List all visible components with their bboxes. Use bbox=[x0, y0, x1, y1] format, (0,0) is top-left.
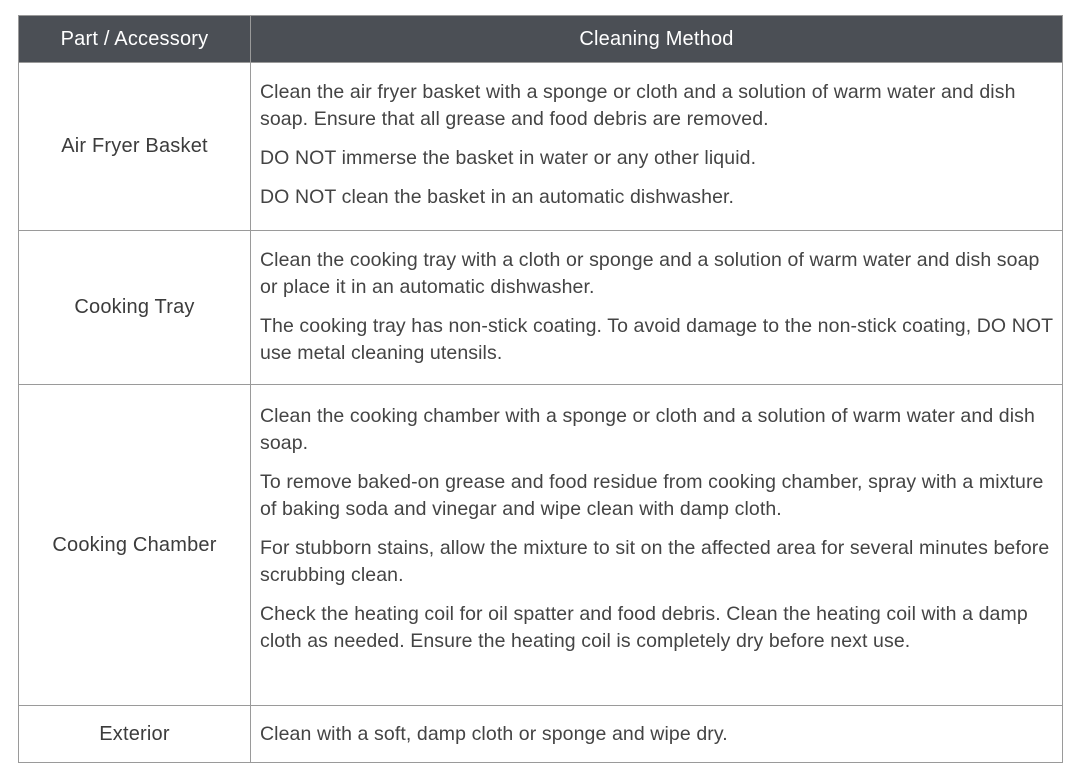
header-part-accessory: Part / Accessory bbox=[19, 16, 251, 63]
method-cell bbox=[251, 706, 1063, 763]
part-cell: Cooking Chamber bbox=[19, 385, 251, 706]
method-paragraph: DO NOT clean the basket in an automatic dishwasher. bbox=[260, 186, 735, 208]
method-paragraph: For stubborn stains, allow the mixture to sit on the affected area for several minutes before scrubbing clean. bbox=[260, 537, 1050, 586]
method-paragraph: DO NOT immerse the basket in water or any other liquid. bbox=[260, 147, 757, 169]
method-paragraph: Clean the cooking tray with a cloth or sponge and a solution of warm water and dish soap or place it in an automatic dishwasher. bbox=[260, 249, 1040, 298]
table-row-exterior bbox=[19, 706, 1063, 763]
table-body bbox=[19, 63, 1063, 763]
table-row-air-fryer-basket bbox=[19, 63, 1063, 231]
table-header bbox=[19, 16, 1063, 63]
method-paragraph: Clean the cooking chamber with a sponge or cloth and a solution of warm water and dish soap. bbox=[260, 405, 1035, 454]
part-cell: Exterior bbox=[19, 706, 251, 763]
method-cell bbox=[251, 63, 1063, 231]
part-cell: Cooking Tray bbox=[19, 231, 251, 385]
header-cleaning-method: Cleaning Method bbox=[251, 16, 1063, 63]
header-row bbox=[19, 16, 1063, 63]
part-cell: Air Fryer Basket bbox=[19, 63, 251, 231]
cleaning-table bbox=[18, 15, 1063, 763]
method-cell bbox=[251, 231, 1063, 385]
method-cell bbox=[251, 385, 1063, 706]
table-row-cooking-tray bbox=[19, 231, 1063, 385]
method-paragraph: Clean with a soft, damp cloth or sponge and wipe dry. bbox=[260, 722, 728, 745]
method-paragraph: Check the heating coil for oil spatter and food debris. Clean the heating coil with a damp cloth as needed. Ensure the heating coil is completely dry before next use. bbox=[260, 603, 1028, 652]
method-paragraph: To remove baked-on grease and food residue from cooking chamber, spray with a mixture of baking soda and vinegar and wipe clean with damp cloth. bbox=[260, 471, 1044, 520]
method-paragraph: Clean the air fryer basket with a sponge or cloth and a solution of warm water and dish soap. Ensure that all grease and food debris are removed. bbox=[260, 81, 1016, 130]
table-row-cooking-chamber bbox=[19, 385, 1063, 706]
method-paragraph: The cooking tray has non-stick coating. To avoid damage to the non-stick coating, DO NOT use metal cleaning utensils. bbox=[260, 315, 1053, 364]
